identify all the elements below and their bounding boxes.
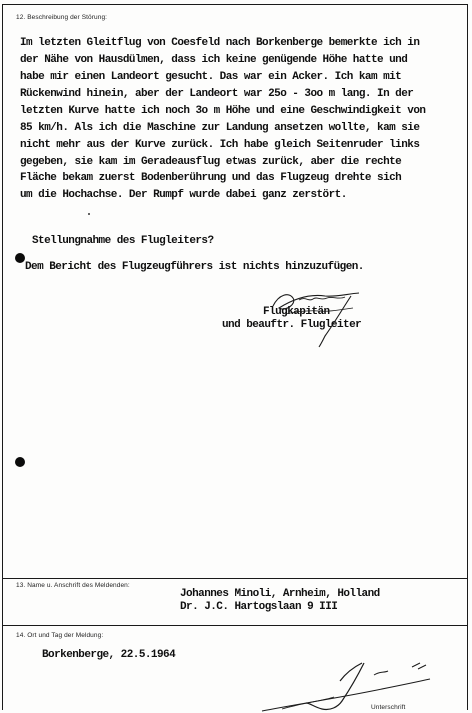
statement-heading: Stellungnahme des Flugleiters? [32,235,214,247]
punch-hole-bottom [15,457,25,467]
report-line: gegeben, sie kam im Geradeausflug etwas zurück, aber die rechte [20,156,402,168]
signatory-title: Flugkapitän [263,306,330,318]
reporter-address: Dr. J.C. Hartogslaan 9 III [180,601,338,613]
report-line: um die Hochachse. Der Rumpf wurde dabei ganz zerstört. [20,189,347,201]
report-line: habe mir einen Landeort gesucht. Das war ein Acker. Ich kam mit [20,71,402,83]
report-line: der Nähe von Hausdülmen, dass ich keine genügende Höhe hatte und [20,54,408,66]
flight-leader-signature [255,284,375,350]
section-divider [2,578,468,579]
report-line: letzten Kurve hatte ich noch 3o m Höhe und eine Geschwindigkeit von [20,105,426,117]
section12-label: 12. Beschreibung der Störung: [16,14,108,21]
reporter-name: Johannes Minoli, Arnheim, Holland [180,588,380,600]
report-line: 85 km/h. Als ich die Maschine zur Landung ansetzen wollte, kam sie [20,122,420,134]
top-rule [2,4,468,5]
report-line: Im letzten Gleitflug von Coesfeld nach Borkenberge bemerkte ich in [20,37,420,49]
statement-text: Dem Bericht des Flugzeugführers ist nichts hinzuzufügen. [25,261,364,273]
section14-label: 14. Ort und Tag der Meldung: [16,632,104,639]
report-line: Fläche bekam zuerst Bodenberührung und das Flugzeug drehte sich [20,172,402,184]
signature-label: Unterschrift [371,704,406,711]
punch-hole-top [15,253,25,263]
signatory-role: und beauftr. Flugleiter [222,319,362,331]
report-line: nicht mehr aus der Kurve zurück. Ich habe gleich Seitenruder links [20,139,420,151]
section13-label: 13. Name u. Anschrift des Meldenden: [16,582,130,589]
report-line: Rückenwind hinein, aber der Landeort war 25o - 3oo m lang. In der [20,88,414,100]
reporter-signature [262,653,444,713]
report-place-date: Borkenberge, 22.5.1964 [42,649,176,661]
ink-speck [88,213,90,215]
section-divider [2,625,468,626]
